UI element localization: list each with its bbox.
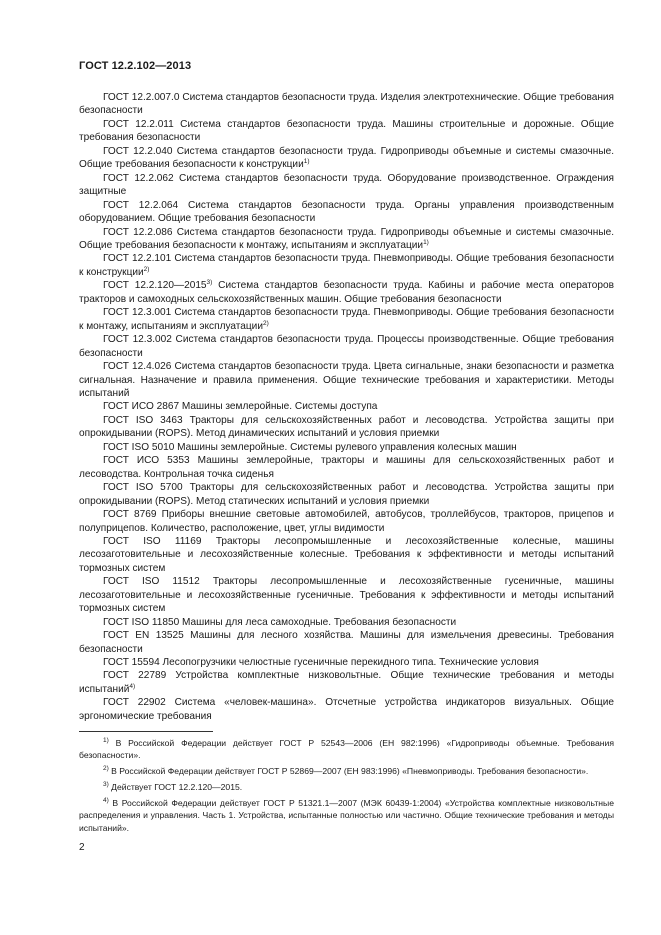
reference-entry: ГОСТ ISO 5700 Тракторы для сельскохозяйственных работ и лесоводства. Устройства защиты при опрокидывании (ROPS). Метод статических испытаний и условия приемки	[79, 482, 614, 507]
footnote-separator	[79, 731, 213, 732]
reference-entry: ГОСТ ИСО 2867 Машины землеройные. Системы доступа	[103, 401, 378, 413]
reference-entry: ГОСТ 12.3.002 Система стандартов безопасности труда. Процессы производственные. Общие требования безопасности	[79, 334, 614, 359]
reference-entry: ГОСТ 12.4.026 Система стандартов безопасности труда. Цвета сигнальные, знаки безопасности и разметка сигнальная. Назначение и правила применения. Общие технические требования и характеристики. Методы испытаний	[79, 361, 614, 399]
reference-entry: ГОСТ 12.2.062 Система стандартов безопасности труда. Оборудование производственное. Ограждения защитные	[79, 172, 614, 198]
reference-entry: ГОСТ 12.2.120—2015$^{3)}$ Система стандартов безопасности труда. Кабины и рабочие места операторов тракторов и самоходных сельскохозяйственных машин. Общие требования безопасности	[79, 279, 614, 305]
footnote-ref: 4)	[129, 682, 136, 690]
reference-entry: ГОСТ ISO 11850 Машины для леса самоходные. Требования безопасности	[103, 616, 457, 628]
footnote: $^{2)}$ В Российской Федерации действует ГОСТ Р 52869—2007 (ЕН 983:1996) «Пневмоприводы. Требования безопасности».	[103, 765, 589, 777]
page-header-title: ГОСТ 12.2.102—2013	[79, 60, 192, 72]
footnote-mark: 4)	[103, 797, 109, 805]
reference-entry: ГОСТ 12.2.011 Система стандартов безопасности труда. Машины строительные и дорожные. Общие требования безопасности	[79, 118, 614, 144]
footnote-mark: 3)	[103, 781, 109, 789]
reference-entry: ГОСТ 8769 Приборы внешние световые автомобилей, автобусов, троллейбусов, тракторов, прицепов и полуприцепов. Количество, расположение, цвет, углы видимости	[79, 509, 614, 534]
reference-entry: ГОСТ 22789 Устройства комплектные низковольтные. Общие технические требования и методы испытаний$^{4)}$	[79, 670, 614, 695]
reference-entry: ГОСТ 12.2.101 Система стандартов безопасности труда. Пневмоприводы. Общие требования безопасности к конструкции$^{2)}$	[79, 253, 614, 278]
footnote-ref: 2)	[262, 319, 269, 327]
footnote-ref: 1)	[303, 158, 310, 166]
footnote: $^{4)}$ В Российской Федерации действует ГОСТ Р 51321.1—2007 (МЭК 60439-1:2004) «Устройства комплектные низковольтные распределения и управления. Часть 1. Устройства, испытанные полностью или частично. Общие технические требования и методы испытаний».	[79, 797, 614, 833]
footnote-mark: 1)	[103, 737, 109, 744]
footnote-ref: 1)	[423, 238, 429, 246]
page-number: 2	[79, 842, 85, 853]
footnote: $^{1)}$ В Российской Федерации действует ГОСТ Р 52543—2006 (ЕН 982:1996) «Гидроприводы объемные. Требования безопасности».	[79, 737, 614, 761]
reference-entry: ГОСТ 22902 Система «человек-машина». Отсчетные устройства индикаторов визуальных. Общие эргономические требования	[79, 697, 614, 722]
reference-entry: ГОСТ 12.2.040 Система стандартов безопасности труда. Гидроприводы объемные и системы смазочные. Общие требования безопасности к конструкции$^{1)}$	[79, 145, 614, 171]
footnote-ref: 2)	[143, 265, 150, 273]
reference-entry: ГОСТ ИСО 5353 Машины землеройные, тракторы и машины для сельскохозяйственных работ и лесоводства. Контрольная точка сиденья	[79, 455, 614, 480]
reference-entry: ГОСТ 12.3.001 Система стандартов безопасности труда. Пневмоприводы. Общие требования безопасности к монтажу, испытаниям и эксплуатации$^{2)}$	[79, 307, 614, 332]
footnote: $^{3)}$ Действует ГОСТ 12.2.120—2015.	[103, 781, 243, 793]
reference-entry: ГОСТ 12.2.064 Система стандартов безопасности труда. Органы управления производственным оборудованием. Общие требования безопасности	[79, 199, 614, 225]
footnote-ref: 3)	[206, 279, 213, 287]
reference-entry: ГОСТ 12.2.007.0 Система стандартов безопасности труда. Изделия электротехнические. Общие требования безопасности	[79, 92, 614, 117]
reference-entry: ГОСТ ISO 11169 Тракторы лесопромышленные и лесохозяйственные колесные, машины лесозаготовительные и лесохозяйственные колесные. Требования к эффективности и методы испытаний тормозных систем	[79, 535, 614, 574]
reference-entry: ГОСТ 12.2.086 Система стандартов безопасности труда. Гидроприводы объемные и системы смазочные. Общие требования безопасности к монтажу, испытаниям и эксплуатации$^{1)}$	[79, 226, 614, 251]
reference-entry: ГОСТ ISO 11512 Тракторы лесопромышленные и лесохозяйственные гусеничные, машины лесозаготовительные и лесохозяйственные гусеничные. Требования к эффективности и методы испытаний тормозных систем	[79, 576, 614, 615]
footnote-mark: 2)	[103, 765, 109, 773]
normative-references-list	[79, 91, 614, 723]
footnotes	[79, 737, 614, 838]
reference-entry: ГОСТ 15594 Лесопогрузчики челюстные гусеничные перекидного типа. Технические условия	[103, 657, 539, 669]
reference-entry: ГОСТ ISO 3463 Тракторы для сельскохозяйственных работ и лесоводства. Устройства защиты при опрокидывании (ROPS). Метод динамических испытаний и условия приемки	[79, 414, 614, 440]
reference-entry: ГОСТ ISO 5010 Машины землеройные. Системы рулевого управления колесных машин	[103, 441, 517, 453]
reference-entry: ГОСТ EN 13525 Машины для лесного хозяйства. Машины для измельчения древесины. Требования безопасности	[79, 630, 614, 655]
